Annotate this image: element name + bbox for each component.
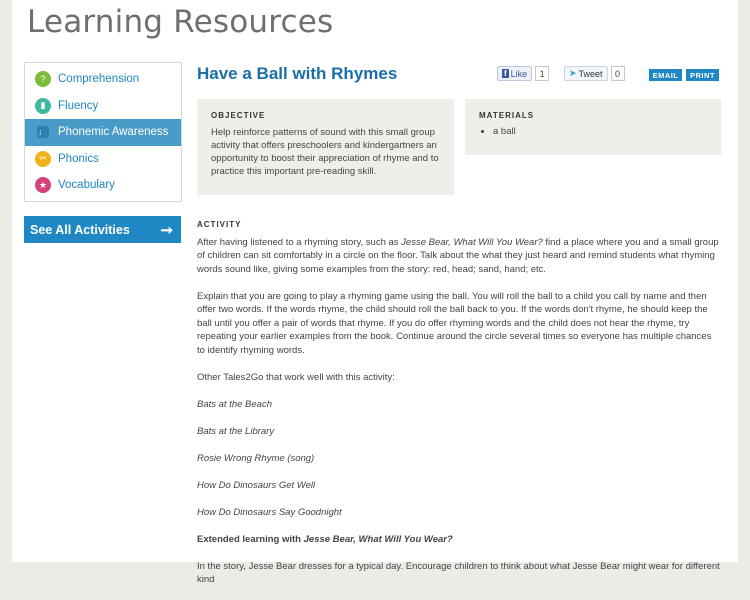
sidebar-item-comprehension[interactable] <box>25 66 181 93</box>
sidebar-item-phonics[interactable] <box>25 146 181 173</box>
book-title: Bats at the Library <box>197 425 275 437</box>
tweet-widget <box>564 66 625 81</box>
category-nav <box>24 62 182 202</box>
extended-learning-text: In the story, Jesse Bear dresses for a typical day. Encourage children to think about what Jesse Bear might wear for different kind <box>197 560 720 585</box>
like-label: Like <box>510 68 528 79</box>
scissors-icon: ✂ <box>35 151 51 167</box>
facebook-like-widget <box>497 66 549 81</box>
sound-icon: ♩ <box>38 127 48 138</box>
facebook-icon: f <box>504 69 507 78</box>
sidebar-item-fluency[interactable] <box>25 93 181 120</box>
activity-paragraph <box>197 236 721 277</box>
activity-section <box>197 218 721 600</box>
other-titles-intro: Other Tales2Go that work well with this activity: <box>197 371 395 383</box>
materials-list <box>479 126 707 137</box>
star-icon: ★ <box>35 177 51 193</box>
sidebar-item-label: Fluency <box>58 99 99 112</box>
paragraph-text: find a place where you and a small group of children can sit comfortably in a circle on the floor. Talk about the what they just heard and remind students what rhyming words sound like, giving some examples from the story: red, head; sand, hand; etc. <box>197 236 719 275</box>
sidebar-item-label: Phonics <box>58 152 99 165</box>
facebook-like-button[interactable] <box>497 66 532 81</box>
book-title: How Do Dinosaurs Get Well <box>197 479 316 491</box>
print-button[interactable]: PRINT <box>686 69 719 81</box>
tweet-count: 0 <box>611 66 625 81</box>
arrow-right-icon: ➞ <box>160 221 173 239</box>
question-icon: ? <box>35 71 51 87</box>
heading-text: Extended learning with <box>197 533 304 545</box>
tweet-button[interactable] <box>564 66 608 81</box>
page-title: Learning Resources <box>27 4 334 40</box>
objective-text: Help reinforce patterns of sound with this small group activity that offers preschoolers and kindergartners an opportunity to boost their appreciation of rhyme and to practice this important pre-reading skill. <box>211 127 439 177</box>
materials-heading: MATERIALS <box>479 111 535 120</box>
sidebar-item-phonemic-awareness[interactable] <box>25 119 181 146</box>
materials-box <box>465 99 721 155</box>
tweet-label: Tweet <box>578 68 603 79</box>
sidebar-item-label: Comprehension <box>58 73 140 86</box>
list-item: • a ball <box>493 126 707 137</box>
sidebar-item-label: Phonemic Awareness <box>58 126 169 139</box>
see-all-label: See All Activities <box>30 222 130 237</box>
email-button[interactable]: EMAIL <box>649 69 682 81</box>
sidebar-item-vocabulary[interactable] <box>25 172 181 199</box>
book-title: Jesse Bear, What Will You Wear? <box>401 236 543 248</box>
books-icon: ▮ <box>35 98 51 114</box>
like-count: 1 <box>535 66 549 81</box>
extended-learning-heading <box>197 533 721 547</box>
paragraph-text: After having listened to a rhyming story, such as <box>197 236 402 248</box>
twitter-bird-icon: ➤ <box>569 68 577 78</box>
book-title: Bats at the Beach <box>197 398 272 410</box>
activity-paragraph: Explain that you are going to play a rhyming game using the ball. You will roll the ball to a child you call by name and then offer two words. If the words rhyme, the child should roll the ball back to you. If the words don't rhyme, he should keep the ball until you offer a pair of words that rhyme. If you do offer rhyming words and the child does not hear the rhyme, try repeating your earlier examples from the book. Continue around the circle several times so everyone has multiple chances to identify rhyming words. <box>197 290 712 356</box>
activity-heading: ACTIVITY <box>197 220 242 229</box>
activity-title: Have a Ball with Rhymes <box>197 64 398 83</box>
see-all-activities-button[interactable] <box>24 216 181 243</box>
objective-box <box>197 99 454 195</box>
book-title: Rosie Wrong Rhyme (song) <box>197 452 315 464</box>
sidebar-item-label: Vocabulary <box>58 179 115 192</box>
objective-heading: OBJECTIVE <box>211 111 266 120</box>
book-title: Jesse Bear, What Will You Wear? <box>303 533 453 545</box>
book-title: How Do Dinosaurs Say Goodnight <box>197 506 342 518</box>
